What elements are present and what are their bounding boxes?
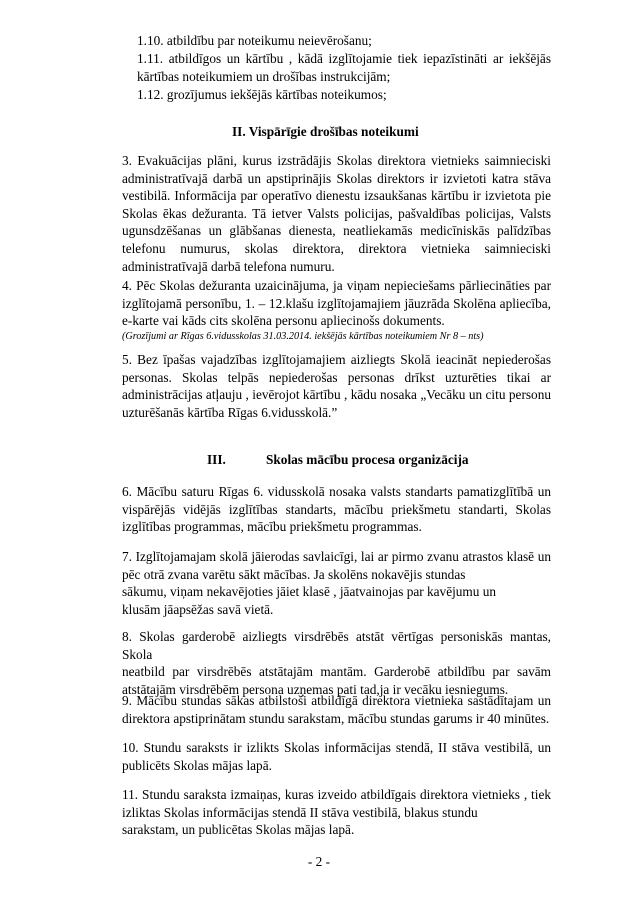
paragraph-11: 11. Stundu saraksta izmaiņas, kuras izveido atbildīgais direktora vietnieks , tiek izliktas Skolas informācijas stendā II stāva vestibilā, blakus stundu sarakstam, un publicētas Skolas mājas lapā. — [122, 787, 551, 838]
paragraph-4: 4. Pēc Skolas dežuranta uzaicinājuma, ja viņam nepieciešams pārliecināties par izglītojamā personību, 1. – 12.klašu izglītojamajiem jāuzrāda Skolēna apliecība, e-karte vai kāds cits skolēna personu apliecinošs dokuments. (Grozījumi ar Rīgas 6.vidusskolas 31.03.2014. iekšējās kārtības noteikumiem Nr 8 – nts) — [122, 278, 551, 342]
paragraph-9: 9. Mācību stundas sākas atbilstoši atbildīgā direktora vietnieka sastādītajam un direktora apstiprinātam stundu sarakstam, mācību stundas garums ir 40 minūtes. — [122, 693, 551, 726]
paragraph-5: 5. Bez īpašas vajadzības izglītojamajiem aizliegts Skolā ieacināt nepiederošas personas. Skolas telpās nepiederošas personas drīkst uzturēties tikai ar administrācijas atļauju , ievērojot kārtību , kādu nosaka „Vecāku un citu personu uzturēšanās kārtība Rīgas 6.vidusskolā.” — [122, 352, 551, 420]
list-item-1-11: 1.11. atbildīgos un kārtību , kādā izglītojamie tiek iepazīstināti ar iekšējās kārtības noteikumiem un drošības instrukcijām; — [137, 51, 551, 84]
list-item-1-12: 1.12. grozījumus iekšējās kārtības noteikumos; — [137, 87, 387, 102]
list-item-1-10: 1.10. atbildību par noteikumu neievērošanu; — [137, 33, 372, 48]
paragraph-7: 7. Izglītojamajam skolā jāierodas savlaicīgi, lai ar pirmo zvanu atrastos klasē un pēc otrā zvana varētu sākt mācības. Ja skolēns nokavējis stundas sākumu, viņam nekavējoties jāiet klasē , jāatvainojas par kavējumu un klusām jāapsēžas savā vietā. — [122, 549, 551, 617]
paragraph-3: 3. Evakuācijas plāni, kurus izstrādājis Skolas direktora vietnieks saimnieciski administratīvajā darbā un apstiprinājis Skolas direktors ir izvietoti katra stāva vestibilā. Informācija par operatīvo dienestu izsaukšanas kārtību ir izvietota pie Skolas ēkas dežuranta. Tā ietver Valsts policijas, pašvaldības policijas, Valsts ugunsdzēšanas un glābšanas dienesta, neatliekamās medicīniskās palīdzības telefonu numurus, skolas direktora, direktora vietnieka saimnieciski administratīvajā darbā telefona numuru. — [122, 153, 551, 274]
paragraph-8: 8. Skolas garderobē aizliegts virsdrēbēs atstāt vērtīgas personiskās mantas, Skola neatbild par virsdrēbēs atstātajām mantām. Garderobē atbildību par savām atstātajām virsdrēbēm persona uzņemas pati tad,ja ir vecāku iesniegums. — [122, 629, 551, 697]
section-heading-3 — [207, 451, 469, 469]
section-heading-2: II. Vispārīgie drošības noteikumi — [232, 124, 419, 139]
paragraph-10: 10. Stundu saraksts ir izlikts Skolas informācijas stendā, II stāva vestibilā, un publicēts Skolas mājas lapā. — [122, 740, 551, 773]
amendment-note: (Grozījumi ar Rīgas 6.vidusskolas 31.03.2014. iekšējās kārtības noteikumiem Nr 8 – nts) — [122, 330, 484, 342]
page-number: - 2 - — [307, 854, 331, 869]
section-number: III. — [207, 452, 226, 467]
section-title: Skolas mācību procesa organizācija — [266, 452, 469, 467]
paragraph-6: 6. Mācību saturu Rīgas 6. vidusskolā nosaka valsts standarts pamatizglītībā un vispārējās vidējās izglītības standarts, mācību priekšmetu standarti, Skolas izglītības programmas, mācību priekšmetu programmas. — [122, 484, 551, 535]
